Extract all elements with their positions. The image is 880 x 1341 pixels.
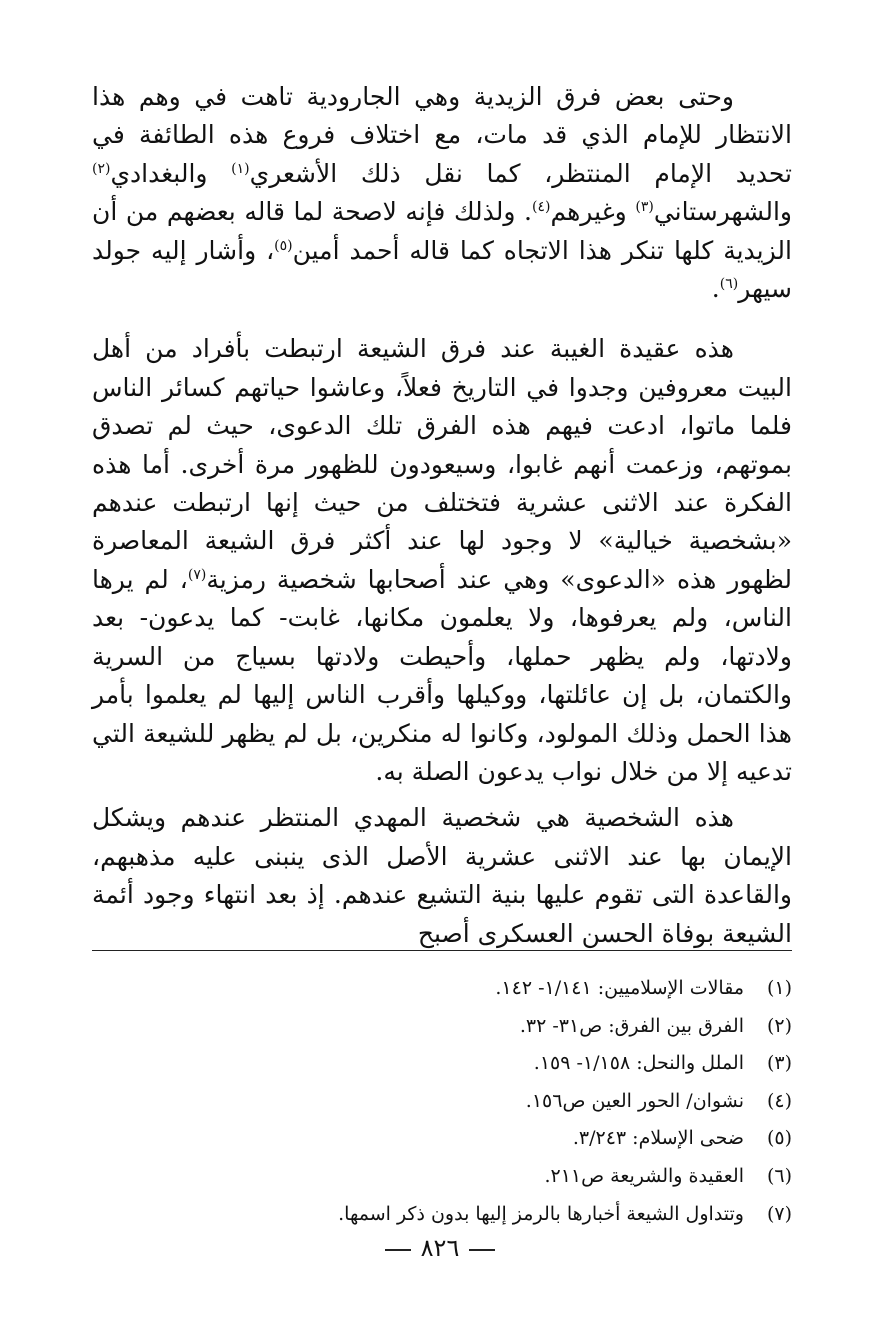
dash-right: [469, 1249, 495, 1251]
footnote-separator: [92, 950, 792, 951]
footnote-text: ضحى الإسلام: ٣/٢٤٣.: [572, 1127, 744, 1150]
paragraph-1-text-h: . ولذلك فإنه لاصحة لما قاله بعضهم من أن الزيدية كلها تنكر هذا الاتجاه كما قاله أحمد أمين: [92, 197, 792, 265]
footnote-ref-4: (٤): [531, 199, 551, 216]
paragraph-1-text-l: .: [711, 274, 720, 304]
paragraph-1-text-f: وغيرهم: [550, 197, 636, 227]
footnote-number: (٦): [766, 1164, 792, 1187]
footnote-text: الفرق بين الفرق: ص٣١- ٣٢.: [519, 1014, 744, 1037]
footnote-4: [92, 1083, 792, 1121]
paragraph-3: [92, 799, 792, 953]
footnote-number: (٥): [766, 1127, 792, 1150]
footnote-1: [92, 970, 792, 1008]
footnote-ref-2: (٢): [92, 160, 111, 177]
footnote-ref-1: (١): [231, 160, 250, 177]
footnote-6: [92, 1158, 792, 1196]
paragraph-2-text: هذه عقيدة الغيبة عند فرق الشيعة ارتبطت بأفراد من أهل البيت معروفين وجدوا في التاريخ فعلاً، وعاشوا حياتهم كسائر الناس فلما ماتوا، ادعت فيهم هذه الفرق تلك الدعوى، حيث لم تصدق بموتهم، وزعمت أنهم غابوا، وسيعودون للظهور مرة أخرى. أما هذه الفكرة عند الاثنى عشرية فتختلف من حيث إنها ارتبطت عندهم «بشخصية خيالية» لا وجود لها عند أكثر فرق الشيعة المعاصرة لظهور هذه «الدعوى» وهي عند أصحابها شخصية رمزية: [92, 334, 792, 594]
paragraph-2: [92, 330, 792, 791]
paragraph-1-text-d: والشهرستاني: [653, 197, 792, 227]
footnote-7: [92, 1196, 792, 1234]
footnote-ref-7: (٧): [187, 566, 207, 583]
paragraph-1-text: وحتى بعض فرق الزيدية وهي الجارودية تاهت في وهم هذا الانتظار للإمام الذي قد مات، مع اختلاف فروع هذه الطائفة في تحديد الإمام المنتظر، كما نقل ذلك الأشعري: [92, 82, 792, 188]
footnote-text: العقيدة والشريعة ص٢١١.: [544, 1164, 744, 1187]
footnote-number: (٧): [766, 1202, 792, 1225]
footnote-text: وتتداول الشيعة أخبارها بالرمز إليها بدون ذكر اسمها.: [338, 1202, 744, 1225]
page-number-value: ٨٢٦: [420, 1234, 460, 1262]
footnote-number: (٤): [766, 1089, 792, 1112]
main-text: [92, 78, 792, 953]
footnote-text: مقالات الإسلاميين: ١/١٤١- ١٤٢.: [495, 977, 744, 999]
footnote-number: (٣): [766, 1052, 792, 1075]
footnote-number: (١): [766, 977, 792, 999]
paragraph-1-text-b: والبغدادي: [110, 158, 232, 188]
paragraph-3-text: هذه الشخصية هي شخصية المهدي المنتظر عندهم ويشكل الإيمان بها عند الاثنى عشرية الأصل الذى ينبنى عليه مذهبهم، والقاعدة التى تقوم عليها بنية التشيع عندهم. إذ بعد انتهاء وجود أئمة الشيعة بوفاة الحسن العسكرى أصبح: [92, 803, 792, 948]
footnote-ref-5: (٥): [274, 237, 293, 254]
page-number: [0, 1234, 880, 1262]
footnote-2: [92, 1008, 792, 1046]
footnote-ref-6: (٦): [719, 276, 739, 293]
footnote-number: (٢): [766, 1014, 792, 1037]
footnote-ref-3: (٣): [635, 199, 654, 216]
footnote-5: [92, 1120, 792, 1158]
footnote-text: الملل والنحل: ١/١٥٨- ١٥٩.: [533, 1052, 744, 1075]
paragraph-1: [92, 78, 792, 308]
paragraph-2-text-b: ، لم يرها الناس، ولم يعرفوها، ولا يعلمون مكانها، غابت- كما يدعون- بعد ولادتها، ولم يظهر حملها، وأحيطت ولادتها بسياج من السرية والكتمان، بل إن عائلتها، ووكيلها وأقرب الناس إليها لم يعلموا بأمر هذا الحمل وذلك المولود، وكانوا له منكرين، بل لم يظهر للشيعة التي تدعيه إلا من خلال نواب يدعون الصلة به.: [92, 564, 792, 786]
paragraph-1-text-j: ، وأشار إليه جولد سيهر: [92, 235, 792, 304]
footnote-text: نشوان/ الحور العين ص١٥٦.: [525, 1089, 744, 1112]
dash-left: [385, 1249, 411, 1251]
footnote-3: [92, 1045, 792, 1083]
footnotes-list: [92, 970, 792, 1233]
